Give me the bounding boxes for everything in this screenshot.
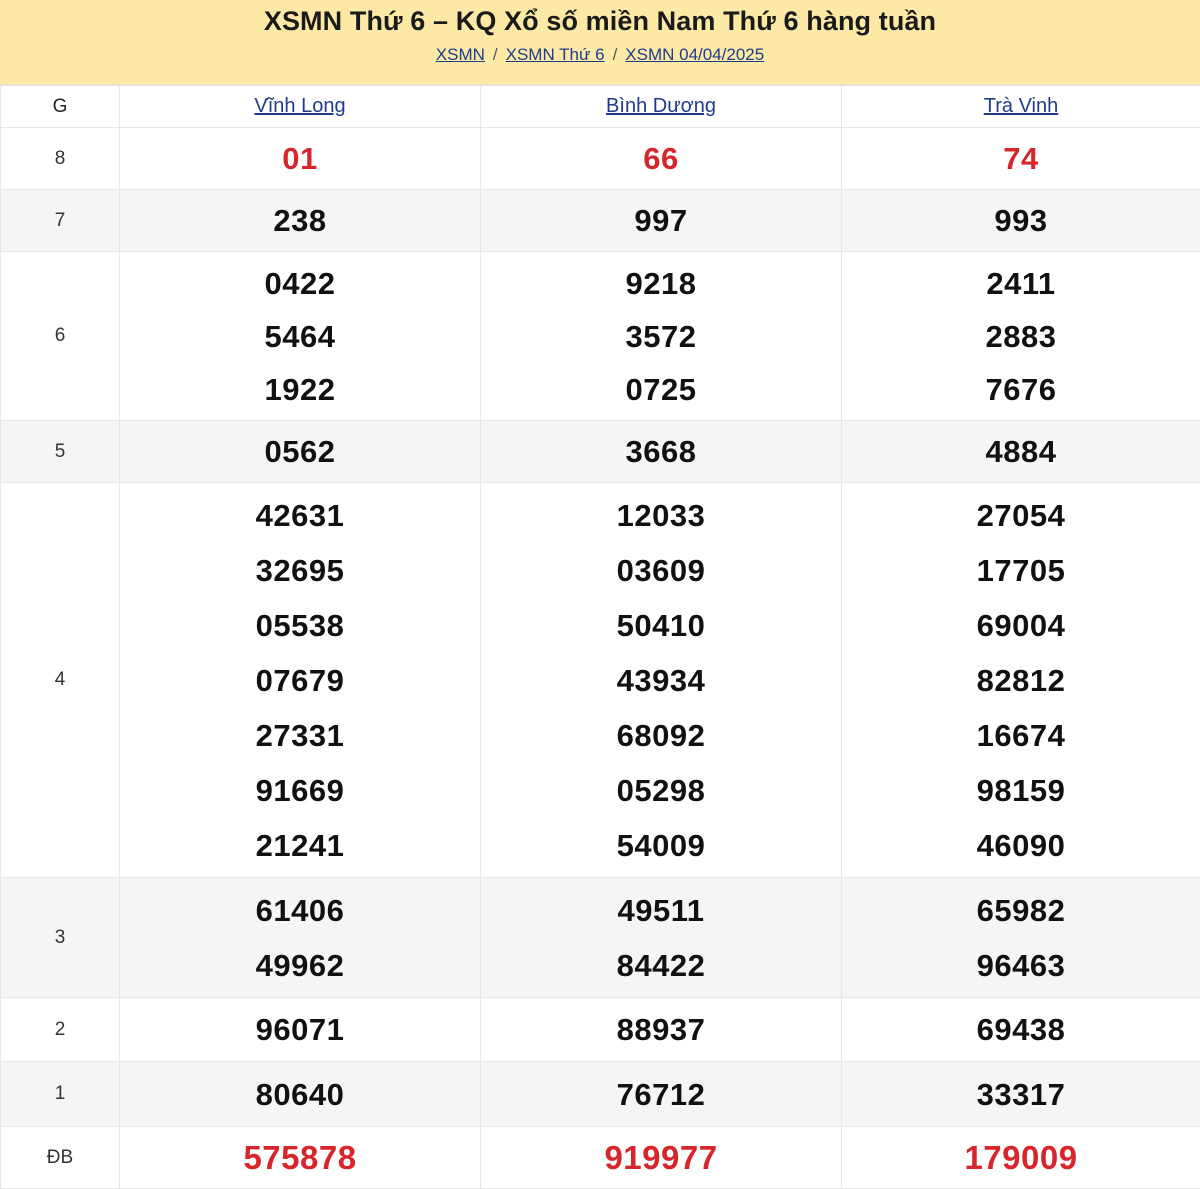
breadcrumb-xsmn-link[interactable]: XSMN — [436, 45, 485, 64]
prize-number: 80640 — [120, 1068, 480, 1121]
prize-number: 98159 — [842, 763, 1200, 818]
prize-number: 50410 — [481, 598, 841, 653]
prize-cell-tra-vinh — [842, 1062, 1200, 1127]
prize-number: 69438 — [842, 1003, 1200, 1056]
prize-number: 1922 — [120, 363, 480, 416]
prize-number: 05298 — [481, 763, 841, 818]
province-header-tra-vinh — [842, 86, 1200, 128]
prize-number: 03609 — [481, 543, 841, 598]
prize-number: 01 — [120, 132, 480, 185]
prize-cell-binh-duong — [481, 190, 842, 252]
breadcrumb — [0, 44, 1200, 66]
prize-cell-binh-duong — [481, 421, 842, 483]
prize-row-5 — [1, 421, 1200, 483]
breadcrumb-separator: / — [493, 45, 498, 64]
prize-cell-vinh-long — [120, 421, 481, 483]
page-title: XSMN Thứ 6 – KQ Xổ số miền Nam Thứ 6 hàng tuần — [0, 0, 1200, 37]
prize-number: 42631 — [120, 488, 480, 543]
prize-cell-tra-vinh — [842, 190, 1200, 252]
prize-number: 3668 — [481, 425, 841, 478]
prize-number: 2411 — [842, 257, 1200, 310]
prize-label: 2 — [1, 998, 120, 1062]
prize-label: ĐB — [1, 1127, 120, 1189]
results-header — [0, 0, 1200, 85]
prize-cell-tra-vinh — [842, 128, 1200, 190]
prize-number: 65982 — [842, 883, 1200, 938]
prize-number: 68092 — [481, 708, 841, 763]
prize-cell-vinh-long — [120, 1062, 481, 1127]
prize-number: 74 — [842, 132, 1200, 185]
prize-cell-binh-duong — [481, 252, 842, 421]
province-link-binh-duong[interactable]: Bình Dương — [606, 95, 716, 117]
table-header-row — [1, 86, 1200, 128]
prize-number: 17705 — [842, 543, 1200, 598]
prize-column-header: G — [1, 86, 120, 128]
prize-number: 84422 — [481, 938, 841, 993]
prize-number: 46090 — [842, 818, 1200, 873]
prize-number: 76712 — [481, 1068, 841, 1121]
prize-cell-vinh-long — [120, 128, 481, 190]
prize-cell-binh-duong — [481, 998, 842, 1062]
prize-label: 3 — [1, 878, 120, 998]
prize-label: 4 — [1, 483, 120, 878]
prize-number: 7676 — [842, 363, 1200, 416]
prize-cell-vinh-long — [120, 1127, 481, 1189]
province-header-vinh-long — [120, 86, 481, 128]
province-link-vinh-long[interactable]: Vĩnh Long — [254, 95, 345, 117]
prize-cell-binh-duong — [481, 878, 842, 998]
prize-number: 43934 — [481, 653, 841, 708]
prize-cell-tra-vinh — [842, 252, 1200, 421]
prize-cell-vinh-long — [120, 878, 481, 998]
prize-row-7 — [1, 190, 1200, 252]
prize-number: 69004 — [842, 598, 1200, 653]
prize-cell-binh-duong — [481, 128, 842, 190]
prize-number: 05538 — [120, 598, 480, 653]
prize-number: 07679 — [120, 653, 480, 708]
results-body — [1, 128, 1200, 1189]
prize-cell-binh-duong — [481, 1127, 842, 1189]
prize-cell-tra-vinh — [842, 878, 1200, 998]
prize-cell-binh-duong — [481, 1062, 842, 1127]
prize-row-1 — [1, 1062, 1200, 1127]
prize-number: 179009 — [842, 1131, 1200, 1184]
prize-row-6 — [1, 252, 1200, 421]
breadcrumb-separator: / — [613, 45, 618, 64]
breadcrumb-date-link[interactable]: XSMN 04/04/2025 — [625, 45, 764, 64]
prize-number: 32695 — [120, 543, 480, 598]
prize-cell-vinh-long — [120, 998, 481, 1062]
prize-label: 8 — [1, 128, 120, 190]
prize-number: 0562 — [120, 425, 480, 478]
prize-number: 12033 — [481, 488, 841, 543]
prize-number: 88937 — [481, 1003, 841, 1056]
prize-number: 0422 — [120, 257, 480, 310]
prize-number: 91669 — [120, 763, 480, 818]
breadcrumb-xsmn-thu6-link[interactable]: XSMN Thứ 6 — [506, 45, 605, 64]
prize-number: 575878 — [120, 1131, 480, 1184]
prize-number: 919977 — [481, 1131, 841, 1184]
province-header-binh-duong — [481, 86, 842, 128]
prize-number: 21241 — [120, 818, 480, 873]
prize-row-8 — [1, 128, 1200, 190]
prize-label: 1 — [1, 1062, 120, 1127]
prize-row-3 — [1, 878, 1200, 998]
prize-number: 0725 — [481, 363, 841, 416]
prize-cell-vinh-long — [120, 483, 481, 878]
prize-cell-vinh-long — [120, 252, 481, 421]
prize-number: 27054 — [842, 488, 1200, 543]
prize-row-4 — [1, 483, 1200, 878]
prize-number: 66 — [481, 132, 841, 185]
prize-number: 993 — [842, 194, 1200, 247]
prize-number: 96463 — [842, 938, 1200, 993]
prize-number: 27331 — [120, 708, 480, 763]
prize-number: 54009 — [481, 818, 841, 873]
prize-number: 3572 — [481, 310, 841, 363]
prize-label: 7 — [1, 190, 120, 252]
prize-cell-tra-vinh — [842, 421, 1200, 483]
prize-number: 5464 — [120, 310, 480, 363]
prize-number: 96071 — [120, 1003, 480, 1056]
results-table — [0, 85, 1200, 1189]
prize-cell-tra-vinh — [842, 1127, 1200, 1189]
prize-number: 238 — [120, 194, 480, 247]
prize-number: 4884 — [842, 425, 1200, 478]
province-link-tra-vinh[interactable]: Trà Vinh — [984, 95, 1058, 117]
prize-number: 33317 — [842, 1068, 1200, 1121]
prize-cell-tra-vinh — [842, 483, 1200, 878]
prize-label: 6 — [1, 252, 120, 421]
prize-number: 82812 — [842, 653, 1200, 708]
prize-cell-vinh-long — [120, 190, 481, 252]
prize-number: 997 — [481, 194, 841, 247]
prize-number: 61406 — [120, 883, 480, 938]
prize-row-special — [1, 1127, 1200, 1189]
prize-number: 49511 — [481, 883, 841, 938]
prize-label: 5 — [1, 421, 120, 483]
prize-number: 9218 — [481, 257, 841, 310]
prize-number: 16674 — [842, 708, 1200, 763]
prize-cell-binh-duong — [481, 483, 842, 878]
prize-number: 49962 — [120, 938, 480, 993]
prize-cell-tra-vinh — [842, 998, 1200, 1062]
prize-row-2 — [1, 998, 1200, 1062]
prize-number: 2883 — [842, 310, 1200, 363]
